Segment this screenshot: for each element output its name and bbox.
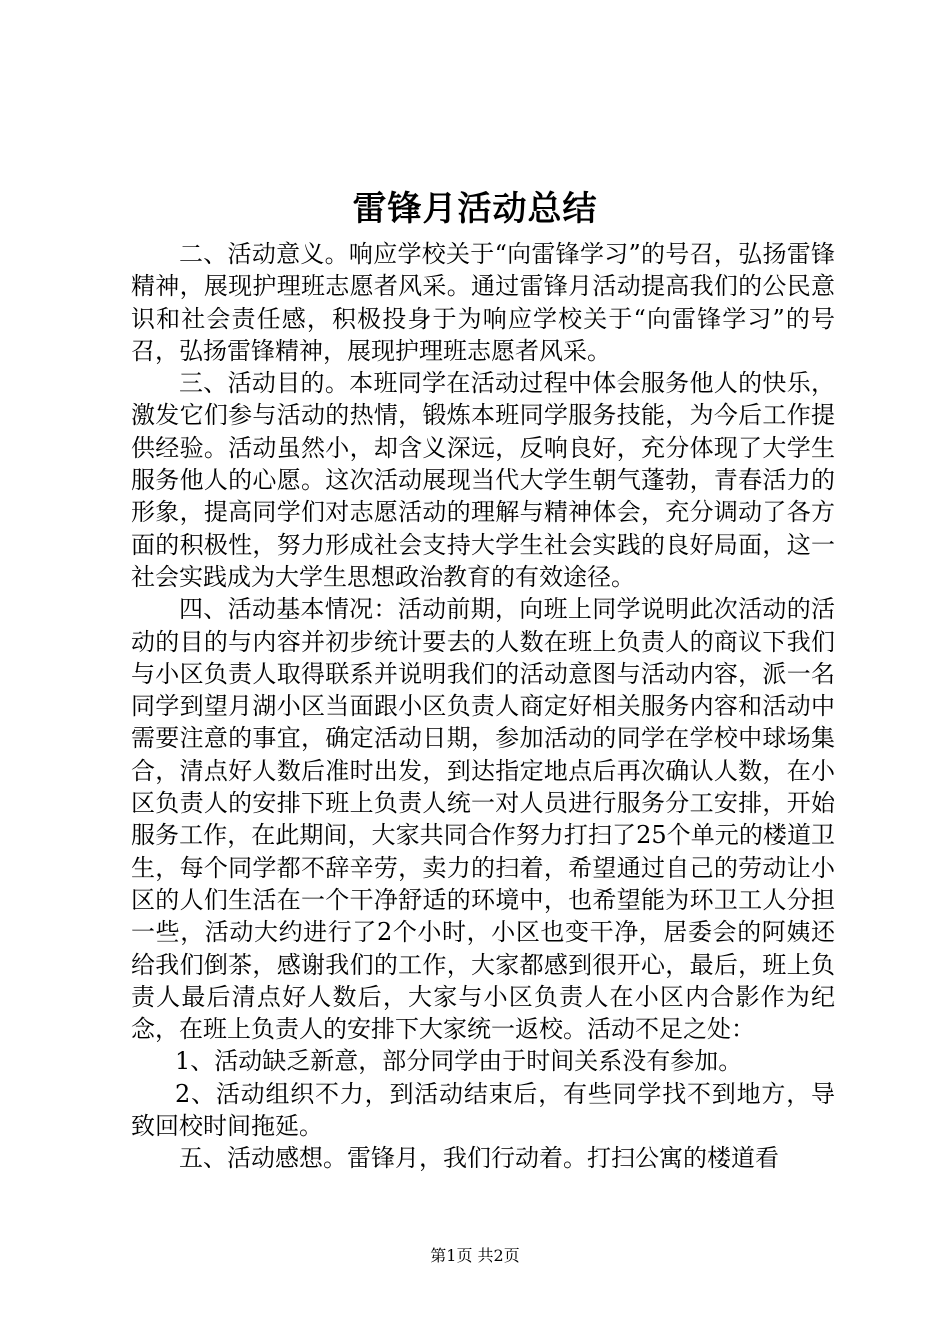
- list-item-shortcoming-2: 2、活动组织不力，到活动结束后，有些同学找不到地方，导致回校时间拖延。: [131, 1079, 835, 1141]
- page-number-footer: 第1页 共2页: [430, 1246, 520, 1265]
- paragraph-reflections: 五、活动感想。雷锋月，我们行动着。打扫公寓的楼道看: [179, 1144, 779, 1173]
- paragraph-significance: 二、活动意义。响应学校关于“向雷锋学习”的号召，弘扬雷锋精神，展现护理班志愿者风采。通过雷锋月活动提高我们的公民意识和社会责任感，积极投身于为响应学校关于“向雷锋学习”的号召，弘扬雷锋精神，展现护理班志愿者风采。: [131, 240, 835, 365]
- document-title: 雷锋月活动总结: [352, 189, 598, 229]
- paragraph-basic-situation: 四、活动基本情况：活动前期，向班上同学说明此次活动的活动的目的与内容并初步统计要去的人数在班上负责人的商议下我们与小区负责人取得联系并说明我们的活动意图与活动内容，派一名同学到望月湖小区当面跟小区负责人商定好相关服务内容和活动中需要注意的事宜，确定活动日期，参加活动的同学在学校中球场集合，清点好人数后准时出发，到达指定地点后再次确认人数，在小区负责人的安排下班上负责人统一对人员进行服务分工安排，开始服务工作，在此期间，大家共同合作努力打扫了25个单元的楼道卫生，每个同学都不辞辛劳，卖力的扫着，希望通过自己的劳动让小区的人们生活在一个干净舒适的环境中，也希望能为环卫工人分担一些，活动大约进行了2个小时，小区也变干净，居委会的阿姨还给我们倒茶，感谢我们的工作，大家都感到很开心，最后，班上负责人最后清点好人数后，大家与小区负责人在小区内合影作为纪念，在班上负责人的安排下大家统一返校。活动不足之处：: [131, 595, 835, 1044]
- list-item-shortcoming-1: 1、活动缺乏新意，部分同学由于时间关系没有参加。: [175, 1047, 743, 1076]
- paragraph-purpose: 三、活动目的。本班同学在活动过程中体会服务他人的快乐，激发它们参与活动的热情，锻炼本班同学服务技能，为今后工作提供经验。活动虽然小，却含义深远，反响良好，充分体现了大学生服务他人的心愿。这次活动展现当代大学生朝气蓬勃，青春活力的形象，提高同学们对志愿活动的理解与精神体会，充分调动了各方面的积极性，努力形成社会支持大学生社会实践的良好局面，这一社会实践成为大学生思想政治教育的有效途径。: [131, 369, 835, 591]
- document-body: [131, 238, 835, 1175]
